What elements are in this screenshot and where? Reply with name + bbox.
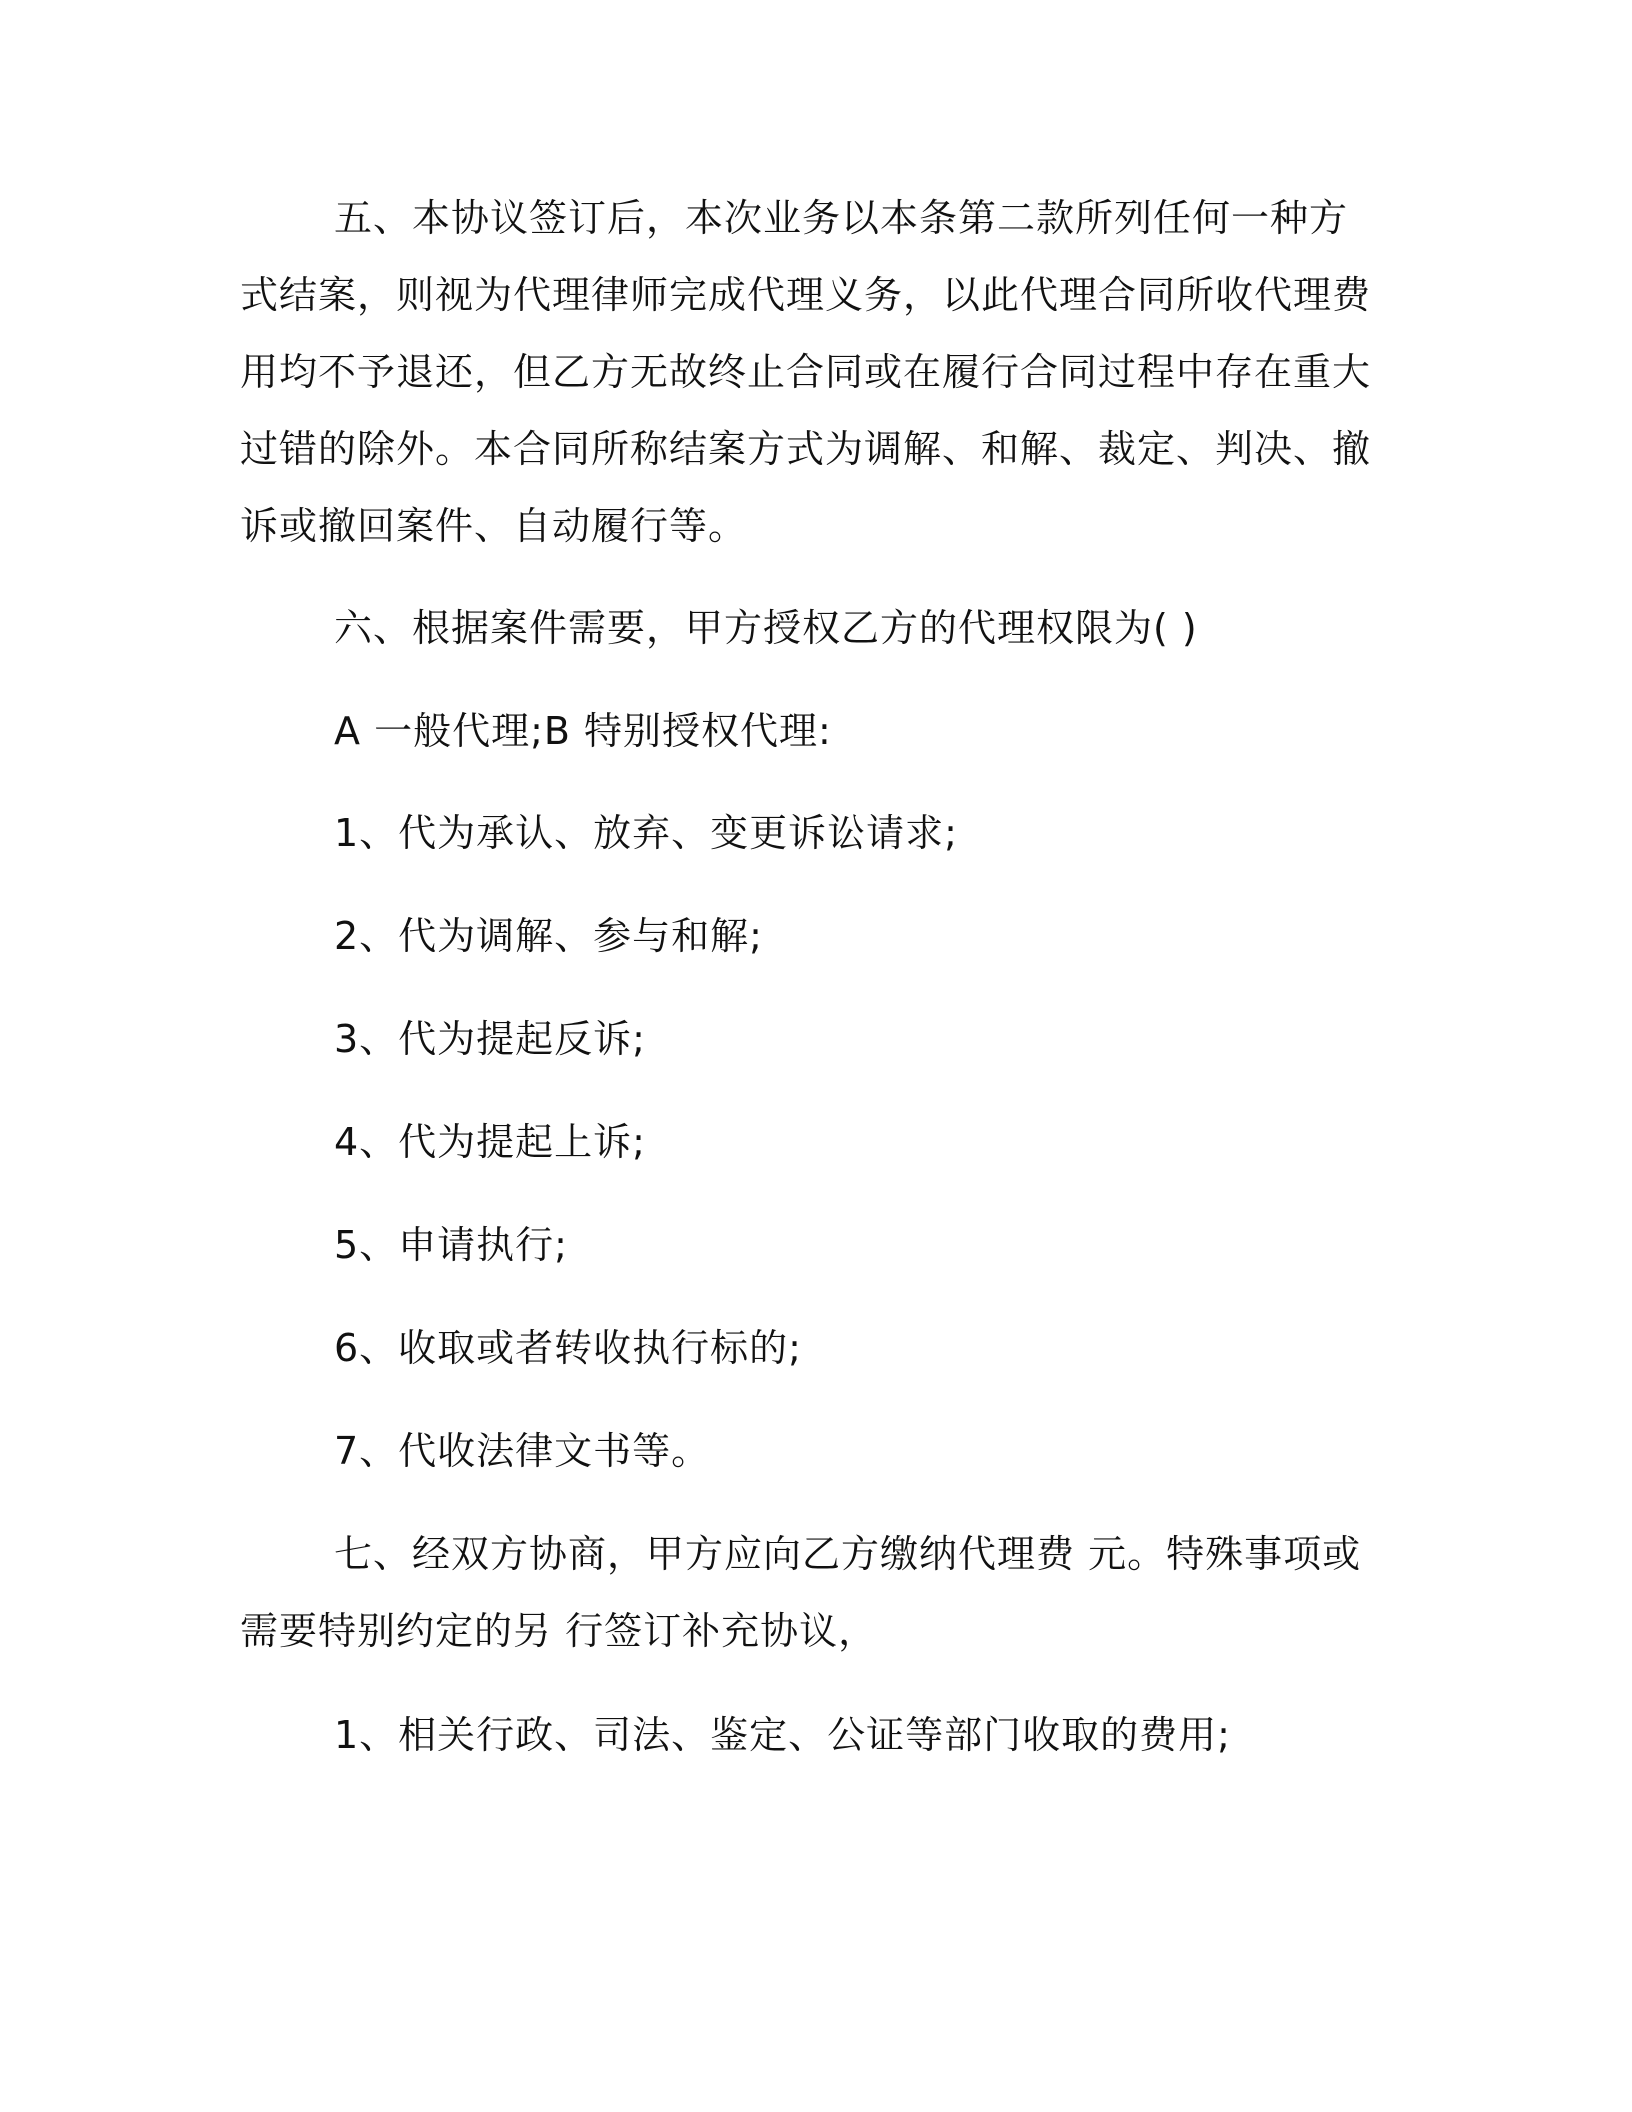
authority-types-line: A 一般代理;B 特别授权代理: <box>334 709 832 753</box>
fee-item: 1、相关行政、司法、鉴定、公证等部门收取的费用; <box>334 1713 1231 1757</box>
authority-item: 4、代为提起上诉; <box>334 1120 646 1164</box>
authority-item: 6、收取或者转收执行标的; <box>334 1326 802 1370</box>
clause-7-paragraph: 七、经双方协商，甲方应向乙方缴纳代理费 元。特殊事项或需要特别约定的另 行签订补充协议， <box>240 1532 1362 1653</box>
clause-5-paragraph: 五、本协议签订后，本次业务以本条第二款所列任何一种方式结案，则视为代理律师完成代理义务，以此代理合同所收代理费用均不予退还，但乙方无故终止合同或在履行合同过程中存在重大过错的除外。本合同所称结案方式为调解、和解、裁定、判决、撤诉或撤回案件、自动履行等。 <box>240 196 1372 548</box>
authority-item: 7、代收法律文书等。 <box>334 1429 711 1473</box>
authority-item: 1、代为承认、放弃、变更诉讼请求; <box>334 811 958 855</box>
authority-item: 3、代为提起反诉; <box>334 1017 646 1061</box>
clause-6-heading: 六、根据案件需要，甲方授权乙方的代理权限为( ) <box>334 606 1198 650</box>
authority-item: 2、代为调解、参与和解; <box>334 914 763 958</box>
authority-item: 5、申请执行; <box>334 1223 568 1267</box>
